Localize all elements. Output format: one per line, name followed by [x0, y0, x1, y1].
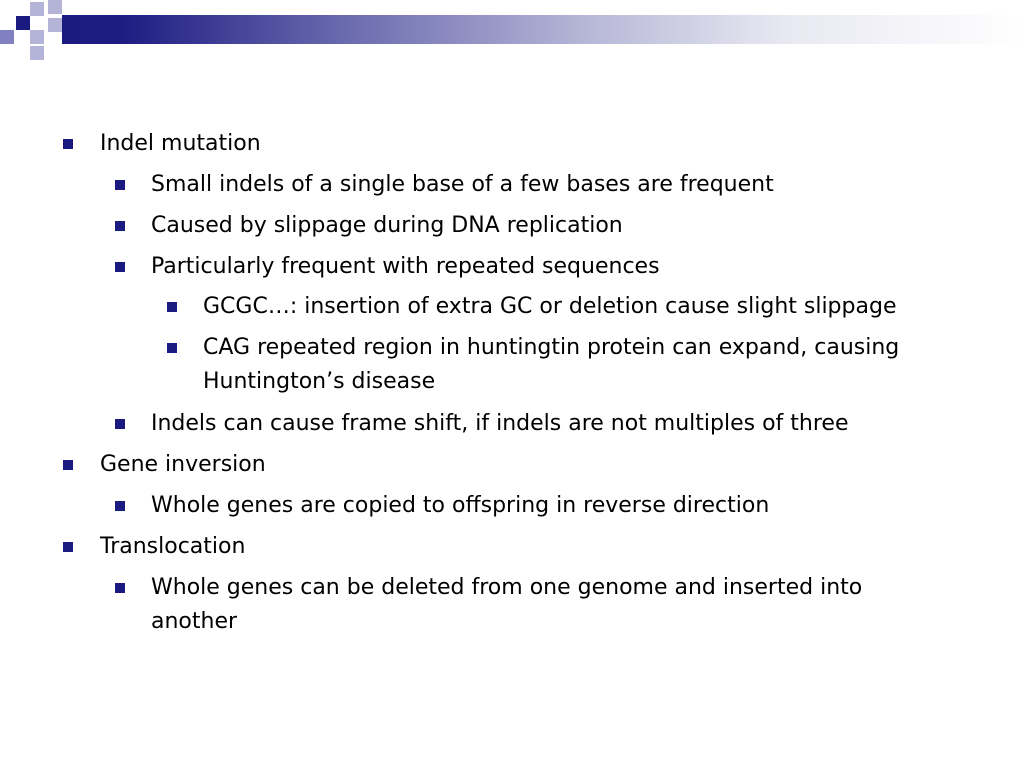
bullet-item-level2: Caused by slippage during DNA replication [151, 213, 623, 238]
bullet-item-level1: Indel mutation [100, 131, 261, 156]
bullet-marker [115, 583, 125, 593]
bullet-item-level1: Gene inversion [100, 452, 266, 477]
bullet-marker [115, 501, 125, 511]
bullet-marker [63, 460, 73, 470]
bullet-item-level3: CAG repeated region in huntingtin protein can expand, causing [203, 335, 900, 360]
bullet-marker [63, 139, 73, 149]
bullet-item-level2: Particularly frequent with repeated sequences [151, 254, 660, 279]
bullet-marker [167, 302, 177, 312]
bullet-marker [115, 262, 125, 272]
bullet-marker [63, 542, 73, 552]
bullet-item-level1: Translocation [100, 534, 246, 559]
bullet-marker [115, 180, 125, 190]
bullet-item-level2: Small indels of a single base of a few bases are frequent [151, 172, 774, 197]
bullet-item-level2: Whole genes can be deleted from one genome and inserted into [151, 575, 863, 600]
bullet-item-level3: GCGC…: insertion of extra GC or deletion cause slight slippage [203, 294, 897, 319]
bullet-marker [167, 343, 177, 353]
bullet-item-level2-continuation: another [151, 609, 238, 634]
bullet-item-level2: Whole genes are copied to offspring in reverse direction [151, 493, 770, 518]
bullet-item-level3-continuation: Huntington’s disease [203, 369, 436, 394]
bullet-marker [115, 419, 125, 429]
bullet-item-level2: Indels can cause frame shift, if indels are not multiples of three [151, 411, 849, 436]
bullet-marker [115, 221, 125, 231]
